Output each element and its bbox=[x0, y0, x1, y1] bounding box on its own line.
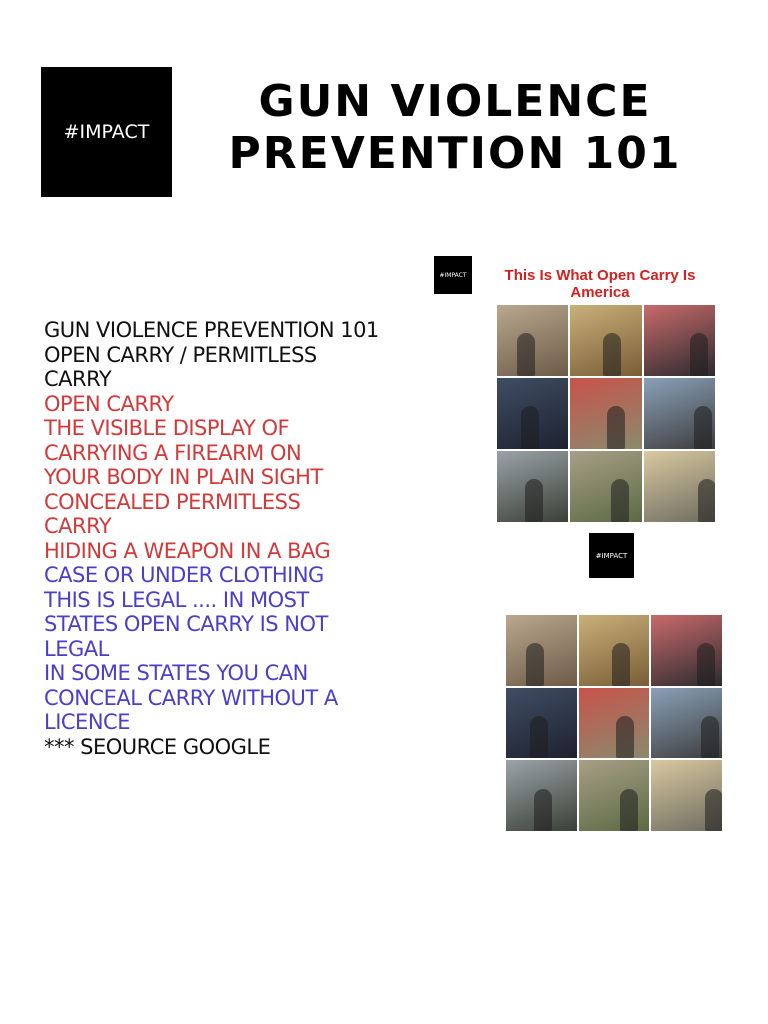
collage-photo bbox=[497, 451, 568, 522]
collage-photo bbox=[651, 760, 722, 831]
page-title bbox=[190, 76, 720, 180]
person-figure-icon bbox=[612, 643, 630, 685]
title-line-1: GUN VIOLENCE bbox=[258, 76, 652, 127]
person-figure-icon bbox=[616, 716, 634, 758]
photo-collage-2 bbox=[506, 615, 722, 831]
collage-headline-line-1: This Is What Open Carry Is bbox=[504, 267, 696, 284]
person-figure-icon bbox=[603, 333, 621, 376]
person-figure-icon bbox=[530, 716, 548, 758]
info-text-line: CONCEALED PERMITLESS bbox=[44, 489, 301, 514]
person-figure-icon bbox=[698, 479, 715, 522]
collage-photo bbox=[651, 688, 722, 759]
impact-logo-text: #IMPACT bbox=[63, 121, 150, 143]
info-text-line: CARRY bbox=[44, 514, 112, 538]
person-figure-icon bbox=[701, 716, 719, 758]
collage-photo bbox=[644, 305, 715, 376]
collage-photo bbox=[570, 305, 641, 376]
person-figure-icon bbox=[697, 643, 715, 685]
collage-headline-line-2: America bbox=[570, 284, 630, 301]
person-figure-icon bbox=[521, 406, 539, 449]
collage-photo bbox=[506, 760, 577, 831]
info-text-block bbox=[44, 318, 434, 759]
collage-photo bbox=[579, 615, 650, 686]
title-line-2: PREVENTION 101 bbox=[228, 128, 682, 179]
collage-photo bbox=[570, 378, 641, 449]
info-text-line: IN SOME STATES YOU CAN bbox=[44, 661, 308, 685]
info-text-line: THE VISIBLE DISPLAY OF bbox=[44, 416, 290, 440]
info-text-line: STATES OPEN CARRY IS NOT bbox=[44, 612, 328, 636]
info-text-line: LICENCE bbox=[44, 710, 130, 734]
photo-collage bbox=[497, 305, 715, 522]
collage-photo bbox=[497, 378, 568, 449]
impact-logo-small bbox=[434, 256, 472, 294]
person-figure-icon bbox=[607, 406, 625, 449]
info-text-line: CARRY bbox=[44, 367, 112, 391]
info-text-line: CARRYING A FIREARM ON bbox=[44, 440, 302, 465]
person-figure-icon bbox=[611, 479, 629, 522]
person-figure-icon bbox=[705, 789, 722, 831]
collage-photo bbox=[579, 760, 650, 831]
collage-photo bbox=[570, 451, 641, 522]
info-text-line: THIS IS LEGAL .... IN MOST bbox=[44, 587, 309, 612]
info-text-line: GUN VIOLENCE PREVENTION 101 bbox=[44, 318, 379, 342]
impact-logo bbox=[41, 67, 172, 197]
collage-photo bbox=[644, 378, 715, 449]
collage-photo bbox=[579, 688, 650, 759]
info-text-line: OPEN CARRY bbox=[44, 391, 174, 416]
info-text-line: OPEN CARRY / PERMITLESS bbox=[44, 342, 317, 367]
impact-logo-small-2 bbox=[589, 533, 634, 578]
impact-logo-small-text: #IMPACT bbox=[439, 271, 467, 279]
person-figure-icon bbox=[694, 406, 712, 449]
info-text-line: YOUR BODY IN PLAIN SIGHT bbox=[44, 465, 323, 489]
info-text-line: HIDING A WEAPON IN A BAG bbox=[44, 538, 331, 563]
person-figure-icon bbox=[526, 643, 544, 685]
collage-headline bbox=[476, 267, 724, 301]
info-text-line: CASE OR UNDER CLOTHING bbox=[44, 563, 324, 587]
collage-photo bbox=[644, 451, 715, 522]
collage-photo bbox=[497, 305, 568, 376]
person-figure-icon bbox=[517, 333, 535, 376]
info-text-line: *** SEOURCE GOOGLE bbox=[44, 734, 271, 759]
person-figure-icon bbox=[534, 789, 552, 831]
collage-photo bbox=[506, 615, 577, 686]
info-text-line: CONCEAL CARRY WITHOUT A bbox=[44, 685, 338, 710]
person-figure-icon bbox=[620, 789, 638, 831]
collage-photo bbox=[651, 615, 722, 686]
collage-photo bbox=[506, 688, 577, 759]
impact-logo-small-2-text: #IMPACT bbox=[595, 551, 628, 560]
info-text-line: LEGAL bbox=[44, 636, 109, 661]
person-figure-icon bbox=[690, 333, 708, 376]
person-figure-icon bbox=[525, 479, 543, 522]
